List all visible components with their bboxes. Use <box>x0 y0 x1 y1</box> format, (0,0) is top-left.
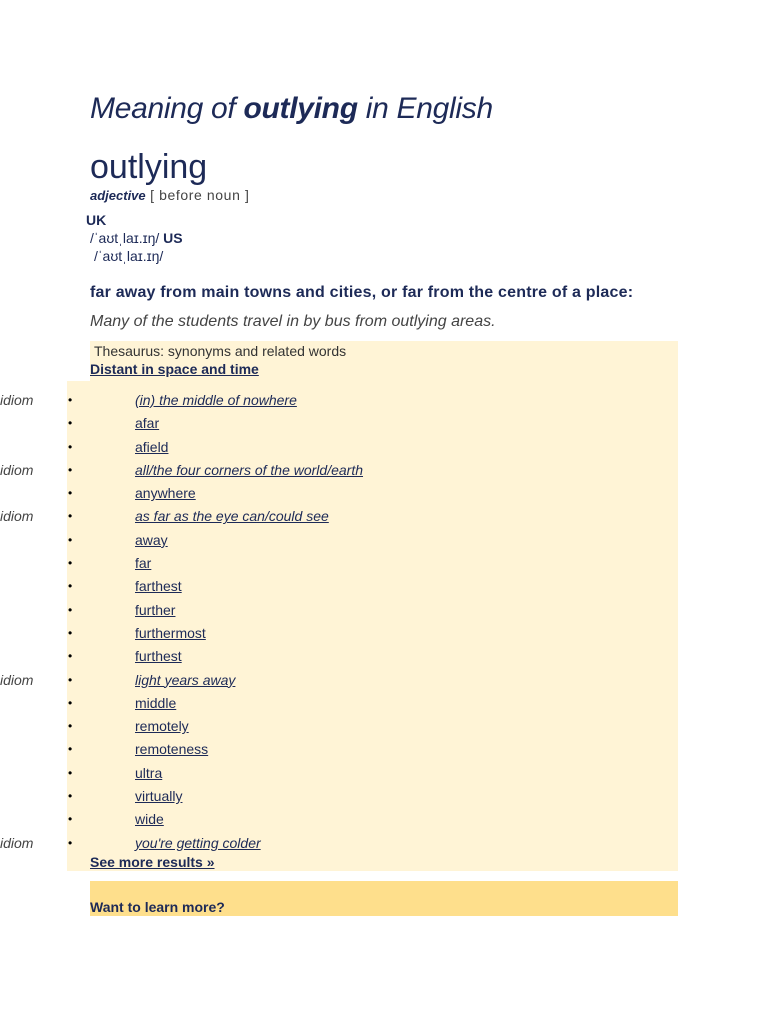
heading-prefix: Meaning of <box>90 92 244 125</box>
synonym-link[interactable]: away <box>135 531 168 548</box>
list-item <box>0 552 152 575</box>
bullet-icon: • <box>68 695 73 710</box>
synonym-link[interactable]: afield <box>135 438 169 455</box>
list-item <box>0 622 206 645</box>
bullet-icon: • <box>68 835 73 850</box>
synonym-link[interactable]: (in) the middle of nowhere <box>135 392 297 408</box>
synonym-list <box>0 389 364 855</box>
bullet-icon: • <box>68 509 73 524</box>
idiom-label: idiom <box>0 392 34 408</box>
list-item <box>0 412 160 435</box>
synonym-link[interactable]: middle <box>135 694 177 711</box>
list-item <box>0 482 196 505</box>
us-pronunciation: /ˈaʊtˌlaɪ.ɪŋ/ <box>94 248 164 264</box>
synonym-link[interactable]: furthermost <box>135 624 206 641</box>
synonym-link[interactable]: anywhere <box>135 485 196 502</box>
heading-suffix: in English <box>357 92 493 125</box>
bullet-icon: • <box>68 393 73 407</box>
bullet-icon: • <box>68 649 73 664</box>
part-of-speech: adjective <box>90 188 146 203</box>
learn-more-heading: Want to learn more? <box>90 899 225 915</box>
bullet-icon: • <box>68 625 73 640</box>
synonym-link[interactable]: remotely <box>135 718 189 735</box>
synonym-link[interactable]: furthest <box>135 648 182 665</box>
see-more-results-link[interactable]: See more results » <box>90 854 215 870</box>
list-item <box>0 762 163 785</box>
synonym-link[interactable]: afar <box>135 415 160 432</box>
idiom-label: idiom <box>0 508 34 525</box>
list-item <box>0 692 177 715</box>
synonym-link[interactable]: wide <box>135 811 164 828</box>
idiom-label: idiom <box>0 461 34 478</box>
uk-label: UK <box>86 212 107 228</box>
uk-ipa: /ˈaʊtˌlaɪ.ɪŋ/ <box>90 230 164 246</box>
list-item <box>0 738 209 761</box>
list-item <box>0 785 183 808</box>
bullet-icon: • <box>68 812 73 827</box>
list-item <box>0 459 364 482</box>
bullet-icon: • <box>68 602 73 617</box>
idiom-label: idiom <box>0 671 34 688</box>
list-item <box>0 808 164 831</box>
bullet-icon: • <box>68 672 73 687</box>
synonym-link[interactable]: farthest <box>135 578 182 595</box>
bullet-icon: • <box>68 742 73 757</box>
bullet-icon: • <box>68 439 73 454</box>
definition: far away from main towns and cities, or far from the centre of a place: <box>90 284 634 301</box>
synonym-link[interactable]: remoteness <box>135 741 209 758</box>
synonym-link[interactable]: further <box>135 601 176 618</box>
thesaurus-topic-link[interactable]: Distant in space and time <box>90 361 259 377</box>
synonym-link[interactable]: you're getting colder <box>135 834 261 851</box>
list-item <box>0 599 176 622</box>
heading-word: outlying <box>243 92 358 125</box>
synonym-link[interactable]: far <box>135 555 152 572</box>
list-item <box>0 505 329 528</box>
bullet-icon: • <box>68 719 73 734</box>
thesaurus-title: Thesaurus: synonyms and related words <box>94 343 347 359</box>
synonym-link[interactable]: ultra <box>135 764 163 781</box>
synonym-link[interactable]: all/the four corners of the world/earth <box>135 461 364 478</box>
list-item <box>0 436 169 459</box>
idiom-label: idiom <box>0 834 34 851</box>
list-item <box>0 529 168 552</box>
bullet-icon: • <box>68 556 73 571</box>
list-item <box>0 389 297 412</box>
example-sentence: Many of the students travel in by bus from outlying areas. <box>90 313 496 330</box>
bullet-icon: • <box>68 789 73 804</box>
list-item <box>0 575 182 598</box>
synonym-link[interactable]: light years away <box>135 671 236 688</box>
bullet-icon: • <box>68 416 73 431</box>
bullet-icon: • <box>68 579 73 594</box>
bullet-icon: • <box>68 462 73 477</box>
list-item <box>0 645 182 668</box>
grammar-code: [ before noun ] <box>145 187 250 203</box>
synonym-link[interactable]: virtually <box>135 788 183 805</box>
uk-pronunciation <box>90 230 183 246</box>
us-label: US <box>163 230 183 246</box>
page-heading <box>90 92 493 126</box>
bullet-icon: • <box>68 532 73 547</box>
list-item <box>0 832 261 855</box>
bullet-icon: • <box>68 765 73 780</box>
synonym-link[interactable]: as far as the eye can/could see <box>135 508 329 525</box>
part-of-speech-line <box>90 187 249 203</box>
headword: outlying <box>90 148 208 186</box>
list-item <box>0 715 189 738</box>
bullet-icon: • <box>68 486 73 501</box>
list-item <box>0 669 236 692</box>
